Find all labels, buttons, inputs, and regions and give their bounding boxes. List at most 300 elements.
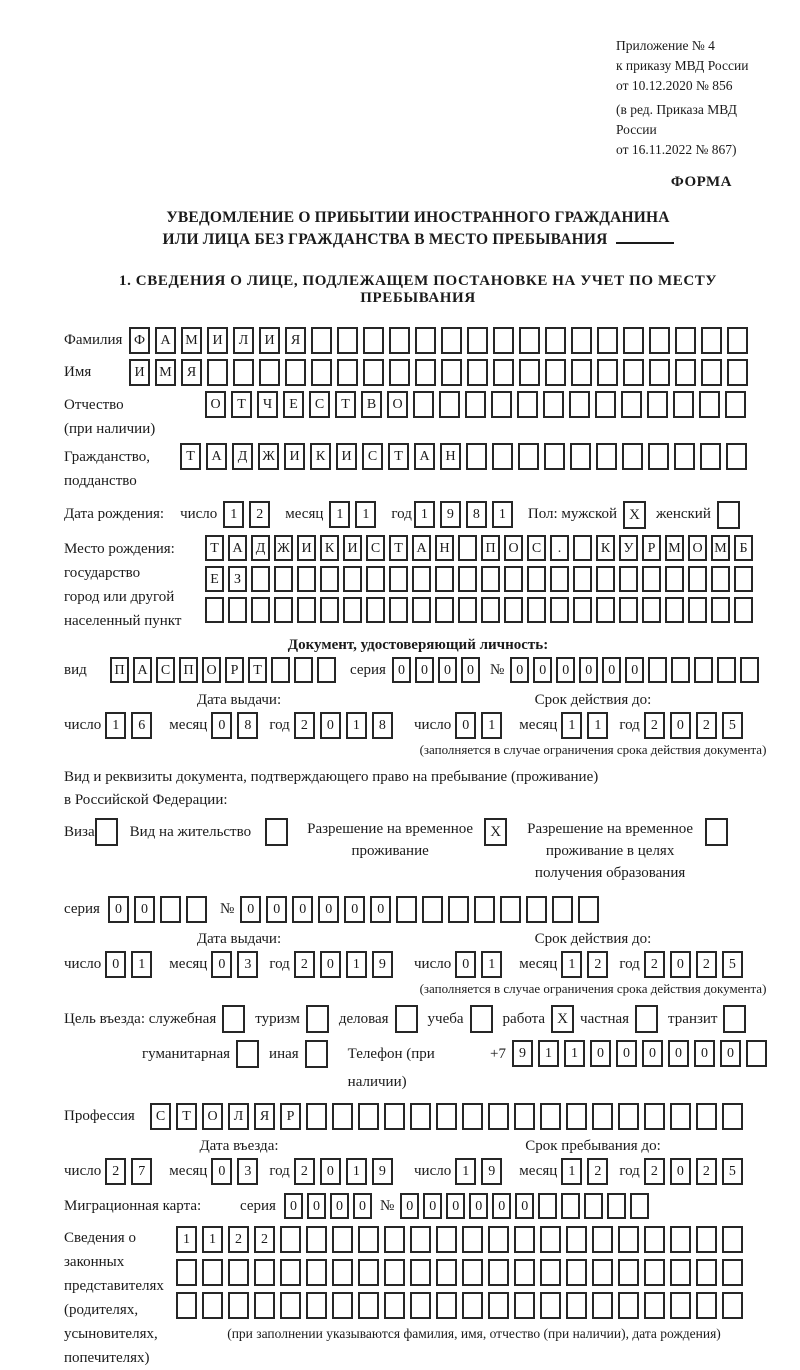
char-cell[interactable] — [566, 1226, 587, 1253]
char-cell[interactable]: 0 — [556, 657, 575, 683]
char-cell[interactable]: 0 — [455, 951, 476, 978]
char-cell[interactable] — [233, 359, 254, 386]
char-cell[interactable] — [573, 597, 592, 623]
char-cell[interactable] — [642, 566, 661, 592]
char-cell[interactable] — [711, 597, 730, 623]
char-cell[interactable]: 1 — [223, 501, 244, 528]
char-cell[interactable]: С — [527, 535, 546, 561]
purpose-work-checkbox[interactable]: X — [551, 1005, 574, 1033]
char-cell[interactable]: 1 — [176, 1226, 197, 1253]
char-cell[interactable]: 2 — [696, 951, 717, 978]
char-cell[interactable] — [274, 566, 293, 592]
char-cell[interactable] — [619, 597, 638, 623]
char-cell[interactable] — [630, 1193, 649, 1219]
char-cell[interactable] — [500, 896, 521, 923]
char-cell[interactable]: А — [414, 443, 435, 470]
char-cell[interactable]: 9 — [372, 1158, 393, 1185]
char-cell[interactable] — [462, 1292, 483, 1319]
char-cell[interactable] — [412, 597, 431, 623]
char-cell[interactable]: О — [504, 535, 523, 561]
char-cell[interactable] — [488, 1259, 509, 1286]
char-cell[interactable]: 0 — [670, 1158, 691, 1185]
char-cell[interactable] — [675, 359, 696, 386]
char-cell[interactable]: 0 — [134, 896, 155, 923]
char-cell[interactable] — [320, 566, 339, 592]
char-cell[interactable]: Л — [228, 1103, 249, 1130]
char-cell[interactable] — [297, 566, 316, 592]
char-cell[interactable]: 0 — [211, 1158, 232, 1185]
char-cell[interactable] — [649, 327, 670, 354]
char-cell[interactable] — [363, 359, 384, 386]
char-cell[interactable] — [186, 896, 207, 923]
purpose-official-checkbox[interactable] — [222, 1005, 245, 1033]
char-cell[interactable]: 0 — [694, 1040, 715, 1067]
char-cell[interactable]: 2 — [228, 1226, 249, 1253]
char-cell[interactable] — [435, 566, 454, 592]
char-cell[interactable]: 2 — [644, 1158, 665, 1185]
char-cell[interactable] — [519, 327, 540, 354]
char-cell[interactable] — [458, 535, 477, 561]
char-cell[interactable]: 0 — [415, 657, 434, 683]
char-cell[interactable]: 0 — [642, 1040, 663, 1067]
char-cell[interactable] — [504, 597, 523, 623]
char-cell[interactable] — [271, 657, 290, 683]
char-cell[interactable] — [488, 1103, 509, 1130]
char-cell[interactable] — [623, 327, 644, 354]
char-cell[interactable] — [597, 327, 618, 354]
char-cell[interactable]: 0 — [266, 896, 287, 923]
char-cell[interactable]: Я — [181, 359, 202, 386]
char-cell[interactable] — [571, 359, 592, 386]
char-cell[interactable] — [317, 657, 336, 683]
char-cell[interactable]: 1 — [346, 1158, 367, 1185]
char-cell[interactable]: 0 — [668, 1040, 689, 1067]
char-cell[interactable] — [207, 359, 228, 386]
char-cell[interactable]: 1 — [355, 501, 376, 528]
char-cell[interactable] — [413, 391, 434, 418]
char-cell[interactable] — [415, 359, 436, 386]
char-cell[interactable] — [552, 896, 573, 923]
char-cell[interactable]: Ж — [258, 443, 279, 470]
char-cell[interactable] — [538, 1193, 557, 1219]
char-cell[interactable]: Т — [389, 535, 408, 561]
char-cell[interactable] — [366, 566, 385, 592]
char-cell[interactable] — [481, 566, 500, 592]
char-cell[interactable] — [618, 1226, 639, 1253]
char-cell[interactable]: 0 — [423, 1193, 442, 1219]
char-cell[interactable]: 0 — [590, 1040, 611, 1067]
char-cell[interactable] — [644, 1292, 665, 1319]
char-cell[interactable]: Д — [251, 535, 270, 561]
char-cell[interactable]: А — [155, 327, 176, 354]
residence-permit-checkbox[interactable] — [265, 818, 288, 846]
char-cell[interactable] — [311, 359, 332, 386]
char-cell[interactable]: 2 — [294, 1158, 315, 1185]
char-cell[interactable]: 2 — [696, 1158, 717, 1185]
char-cell[interactable] — [422, 896, 443, 923]
char-cell[interactable]: 0 — [579, 657, 598, 683]
char-cell[interactable]: 0 — [330, 1193, 349, 1219]
char-cell[interactable]: О — [202, 657, 221, 683]
char-cell[interactable] — [514, 1103, 535, 1130]
char-cell[interactable] — [722, 1226, 743, 1253]
char-cell[interactable]: 0 — [616, 1040, 637, 1067]
char-cell[interactable]: 1 — [346, 951, 367, 978]
char-cell[interactable]: 0 — [400, 1193, 419, 1219]
char-cell[interactable]: 9 — [512, 1040, 533, 1067]
char-cell[interactable] — [514, 1259, 535, 1286]
char-cell[interactable]: 0 — [353, 1193, 372, 1219]
char-cell[interactable] — [746, 1040, 767, 1067]
char-cell[interactable] — [527, 566, 546, 592]
char-cell[interactable] — [306, 1103, 327, 1130]
char-cell[interactable]: 0 — [492, 1193, 511, 1219]
char-cell[interactable]: 2 — [294, 712, 315, 739]
char-cell[interactable] — [410, 1226, 431, 1253]
char-cell[interactable] — [722, 1103, 743, 1130]
char-cell[interactable]: 0 — [455, 712, 476, 739]
char-cell[interactable] — [441, 327, 462, 354]
char-cell[interactable]: 0 — [307, 1193, 326, 1219]
char-cell[interactable] — [491, 391, 512, 418]
purpose-other-checkbox[interactable] — [305, 1040, 328, 1068]
char-cell[interactable] — [415, 327, 436, 354]
char-cell[interactable] — [389, 597, 408, 623]
char-cell[interactable] — [462, 1259, 483, 1286]
char-cell[interactable]: 0 — [392, 657, 411, 683]
char-cell[interactable]: А — [228, 535, 247, 561]
char-cell[interactable]: 1 — [105, 712, 126, 739]
char-cell[interactable] — [727, 359, 748, 386]
char-cell[interactable]: О — [387, 391, 408, 418]
char-cell[interactable]: 1 — [587, 712, 608, 739]
char-cell[interactable] — [566, 1103, 587, 1130]
char-cell[interactable]: 0 — [446, 1193, 465, 1219]
char-cell[interactable] — [435, 597, 454, 623]
char-cell[interactable] — [160, 896, 181, 923]
char-cell[interactable]: 1 — [538, 1040, 559, 1067]
char-cell[interactable]: Д — [232, 443, 253, 470]
char-cell[interactable] — [621, 391, 642, 418]
char-cell[interactable] — [670, 1103, 691, 1130]
char-cell[interactable] — [696, 1259, 717, 1286]
char-cell[interactable]: М — [711, 535, 730, 561]
char-cell[interactable]: А — [133, 657, 152, 683]
char-cell[interactable]: 0 — [320, 1158, 341, 1185]
char-cell[interactable]: К — [320, 535, 339, 561]
char-cell[interactable] — [675, 327, 696, 354]
char-cell[interactable] — [343, 597, 362, 623]
char-cell[interactable] — [566, 1259, 587, 1286]
char-cell[interactable]: П — [481, 535, 500, 561]
char-cell[interactable] — [722, 1292, 743, 1319]
char-cell[interactable] — [619, 566, 638, 592]
char-cell[interactable] — [441, 359, 462, 386]
char-cell[interactable] — [384, 1103, 405, 1130]
char-cell[interactable] — [389, 359, 410, 386]
char-cell[interactable]: 0 — [284, 1193, 303, 1219]
char-cell[interactable] — [734, 597, 753, 623]
char-cell[interactable]: 1 — [455, 1158, 476, 1185]
char-cell[interactable]: Ч — [257, 391, 278, 418]
char-cell[interactable] — [448, 896, 469, 923]
char-cell[interactable]: 0 — [510, 657, 529, 683]
char-cell[interactable] — [285, 359, 306, 386]
char-cell[interactable] — [711, 566, 730, 592]
char-cell[interactable] — [254, 1292, 275, 1319]
char-cell[interactable] — [688, 597, 707, 623]
char-cell[interactable]: Т — [176, 1103, 197, 1130]
purpose-transit-checkbox[interactable] — [723, 1005, 746, 1033]
char-cell[interactable] — [545, 327, 566, 354]
char-cell[interactable]: 8 — [237, 712, 258, 739]
char-cell[interactable]: 1 — [492, 501, 513, 528]
char-cell[interactable]: Л — [233, 327, 254, 354]
char-cell[interactable]: 2 — [249, 501, 270, 528]
char-cell[interactable]: Е — [283, 391, 304, 418]
char-cell[interactable] — [550, 597, 569, 623]
char-cell[interactable] — [670, 1292, 691, 1319]
char-cell[interactable] — [648, 443, 669, 470]
char-cell[interactable]: 0 — [211, 712, 232, 739]
char-cell[interactable]: 1 — [131, 951, 152, 978]
char-cell[interactable] — [701, 327, 722, 354]
char-cell[interactable] — [436, 1226, 457, 1253]
char-cell[interactable]: П — [179, 657, 198, 683]
char-cell[interactable]: 1 — [481, 951, 502, 978]
char-cell[interactable] — [228, 1292, 249, 1319]
char-cell[interactable]: Р — [280, 1103, 301, 1130]
char-cell[interactable]: 0 — [533, 657, 552, 683]
char-cell[interactable] — [665, 597, 684, 623]
char-cell[interactable] — [202, 1292, 223, 1319]
char-cell[interactable]: 0 — [461, 657, 480, 683]
temp-permit-checkbox[interactable]: X — [484, 818, 507, 846]
char-cell[interactable] — [176, 1292, 197, 1319]
char-cell[interactable] — [644, 1103, 665, 1130]
char-cell[interactable]: 2 — [587, 1158, 608, 1185]
char-cell[interactable]: 0 — [240, 896, 261, 923]
char-cell[interactable]: О — [688, 535, 707, 561]
char-cell[interactable] — [648, 657, 667, 683]
char-cell[interactable]: И — [284, 443, 305, 470]
char-cell[interactable] — [488, 1226, 509, 1253]
char-cell[interactable] — [543, 391, 564, 418]
char-cell[interactable]: 1 — [564, 1040, 585, 1067]
char-cell[interactable]: 2 — [696, 712, 717, 739]
char-cell[interactable]: 2 — [294, 951, 315, 978]
char-cell[interactable] — [467, 359, 488, 386]
char-cell[interactable]: 3 — [237, 1158, 258, 1185]
char-cell[interactable]: 0 — [625, 657, 644, 683]
char-cell[interactable] — [259, 359, 280, 386]
char-cell[interactable]: 9 — [372, 951, 393, 978]
char-cell[interactable] — [358, 1292, 379, 1319]
char-cell[interactable] — [725, 391, 746, 418]
char-cell[interactable]: С — [156, 657, 175, 683]
char-cell[interactable] — [297, 597, 316, 623]
char-cell[interactable] — [396, 896, 417, 923]
char-cell[interactable]: О — [205, 391, 226, 418]
char-cell[interactable] — [649, 359, 670, 386]
char-cell[interactable]: 2 — [254, 1226, 275, 1253]
char-cell[interactable] — [596, 597, 615, 623]
char-cell[interactable] — [644, 1259, 665, 1286]
char-cell[interactable]: 1 — [561, 951, 582, 978]
char-cell[interactable]: 2 — [105, 1158, 126, 1185]
char-cell[interactable] — [436, 1292, 457, 1319]
char-cell[interactable] — [665, 566, 684, 592]
char-cell[interactable] — [514, 1226, 535, 1253]
char-cell[interactable] — [671, 657, 690, 683]
char-cell[interactable] — [592, 1226, 613, 1253]
char-cell[interactable] — [696, 1226, 717, 1253]
char-cell[interactable]: Т — [180, 443, 201, 470]
char-cell[interactable] — [699, 391, 720, 418]
char-cell[interactable] — [493, 359, 514, 386]
char-cell[interactable] — [320, 597, 339, 623]
char-cell[interactable]: Т — [335, 391, 356, 418]
char-cell[interactable] — [363, 327, 384, 354]
char-cell[interactable] — [332, 1259, 353, 1286]
char-cell[interactable]: 2 — [587, 951, 608, 978]
sex-female-checkbox[interactable] — [717, 501, 740, 529]
char-cell[interactable]: Е — [205, 566, 224, 592]
char-cell[interactable] — [740, 657, 759, 683]
char-cell[interactable] — [561, 1193, 580, 1219]
char-cell[interactable] — [504, 566, 523, 592]
char-cell[interactable]: Т — [388, 443, 409, 470]
char-cell[interactable] — [389, 327, 410, 354]
char-cell[interactable]: К — [596, 535, 615, 561]
char-cell[interactable] — [622, 443, 643, 470]
char-cell[interactable] — [673, 391, 694, 418]
char-cell[interactable]: 2 — [644, 712, 665, 739]
char-cell[interactable] — [492, 443, 513, 470]
char-cell[interactable]: 0 — [105, 951, 126, 978]
char-cell[interactable] — [176, 1259, 197, 1286]
purpose-private-checkbox[interactable] — [635, 1005, 658, 1033]
char-cell[interactable] — [696, 1103, 717, 1130]
char-cell[interactable] — [514, 1292, 535, 1319]
char-cell[interactable]: А — [412, 535, 431, 561]
char-cell[interactable] — [366, 597, 385, 623]
char-cell[interactable]: А — [206, 443, 227, 470]
char-cell[interactable] — [688, 566, 707, 592]
char-cell[interactable]: 0 — [318, 896, 339, 923]
char-cell[interactable]: З — [228, 566, 247, 592]
char-cell[interactable] — [254, 1259, 275, 1286]
char-cell[interactable]: 0 — [515, 1193, 534, 1219]
purpose-study-checkbox[interactable] — [470, 1005, 493, 1033]
char-cell[interactable] — [343, 566, 362, 592]
char-cell[interactable] — [280, 1259, 301, 1286]
char-cell[interactable]: 9 — [440, 501, 461, 528]
char-cell[interactable] — [410, 1103, 431, 1130]
char-cell[interactable]: 8 — [372, 712, 393, 739]
char-cell[interactable] — [306, 1292, 327, 1319]
char-cell[interactable] — [384, 1292, 405, 1319]
char-cell[interactable] — [700, 443, 721, 470]
char-cell[interactable] — [569, 391, 590, 418]
char-cell[interactable] — [519, 359, 540, 386]
char-cell[interactable]: К — [310, 443, 331, 470]
char-cell[interactable] — [550, 566, 569, 592]
char-cell[interactable]: М — [181, 327, 202, 354]
char-cell[interactable]: 8 — [466, 501, 487, 528]
char-cell[interactable]: 2 — [644, 951, 665, 978]
char-cell[interactable] — [412, 566, 431, 592]
edu-permit-checkbox[interactable] — [705, 818, 728, 846]
char-cell[interactable]: Н — [435, 535, 454, 561]
char-cell[interactable] — [596, 443, 617, 470]
char-cell[interactable] — [540, 1226, 561, 1253]
char-cell[interactable] — [306, 1259, 327, 1286]
char-cell[interactable] — [696, 1292, 717, 1319]
char-cell[interactable] — [544, 443, 565, 470]
char-cell[interactable] — [647, 391, 668, 418]
char-cell[interactable] — [280, 1292, 301, 1319]
char-cell[interactable] — [674, 443, 695, 470]
char-cell[interactable] — [592, 1259, 613, 1286]
purpose-tourism-checkbox[interactable] — [306, 1005, 329, 1033]
char-cell[interactable]: 0 — [438, 657, 457, 683]
char-cell[interactable]: М — [155, 359, 176, 386]
char-cell[interactable] — [251, 566, 270, 592]
char-cell[interactable]: И — [297, 535, 316, 561]
char-cell[interactable] — [623, 359, 644, 386]
char-cell[interactable] — [527, 597, 546, 623]
char-cell[interactable] — [202, 1259, 223, 1286]
char-cell[interactable]: П — [110, 657, 129, 683]
char-cell[interactable]: Р — [642, 535, 661, 561]
purpose-humanitarian-checkbox[interactable] — [236, 1040, 259, 1068]
char-cell[interactable] — [466, 443, 487, 470]
char-cell[interactable] — [592, 1292, 613, 1319]
char-cell[interactable]: Т — [248, 657, 267, 683]
purpose-business-checkbox[interactable] — [395, 1005, 418, 1033]
char-cell[interactable]: С — [366, 535, 385, 561]
char-cell[interactable]: Ж — [274, 535, 293, 561]
char-cell[interactable] — [493, 327, 514, 354]
char-cell[interactable] — [306, 1226, 327, 1253]
char-cell[interactable] — [573, 535, 592, 561]
char-cell[interactable]: Р — [225, 657, 244, 683]
char-cell[interactable] — [462, 1103, 483, 1130]
char-cell[interactable] — [358, 1226, 379, 1253]
char-cell[interactable] — [488, 1292, 509, 1319]
char-cell[interactable]: 0 — [320, 951, 341, 978]
char-cell[interactable] — [570, 443, 591, 470]
char-cell[interactable]: 0 — [370, 896, 391, 923]
char-cell[interactable] — [545, 359, 566, 386]
char-cell[interactable] — [462, 1226, 483, 1253]
char-cell[interactable]: 5 — [722, 1158, 743, 1185]
char-cell[interactable] — [701, 359, 722, 386]
visa-checkbox[interactable] — [95, 818, 118, 846]
char-cell[interactable]: С — [309, 391, 330, 418]
char-cell[interactable] — [644, 1226, 665, 1253]
char-cell[interactable] — [726, 443, 747, 470]
char-cell[interactable] — [228, 1259, 249, 1286]
char-cell[interactable] — [540, 1103, 561, 1130]
char-cell[interactable] — [727, 327, 748, 354]
char-cell[interactable]: 1 — [561, 1158, 582, 1185]
char-cell[interactable]: 0 — [292, 896, 313, 923]
char-cell[interactable]: Т — [205, 535, 224, 561]
char-cell[interactable]: 1 — [481, 712, 502, 739]
char-cell[interactable] — [251, 597, 270, 623]
